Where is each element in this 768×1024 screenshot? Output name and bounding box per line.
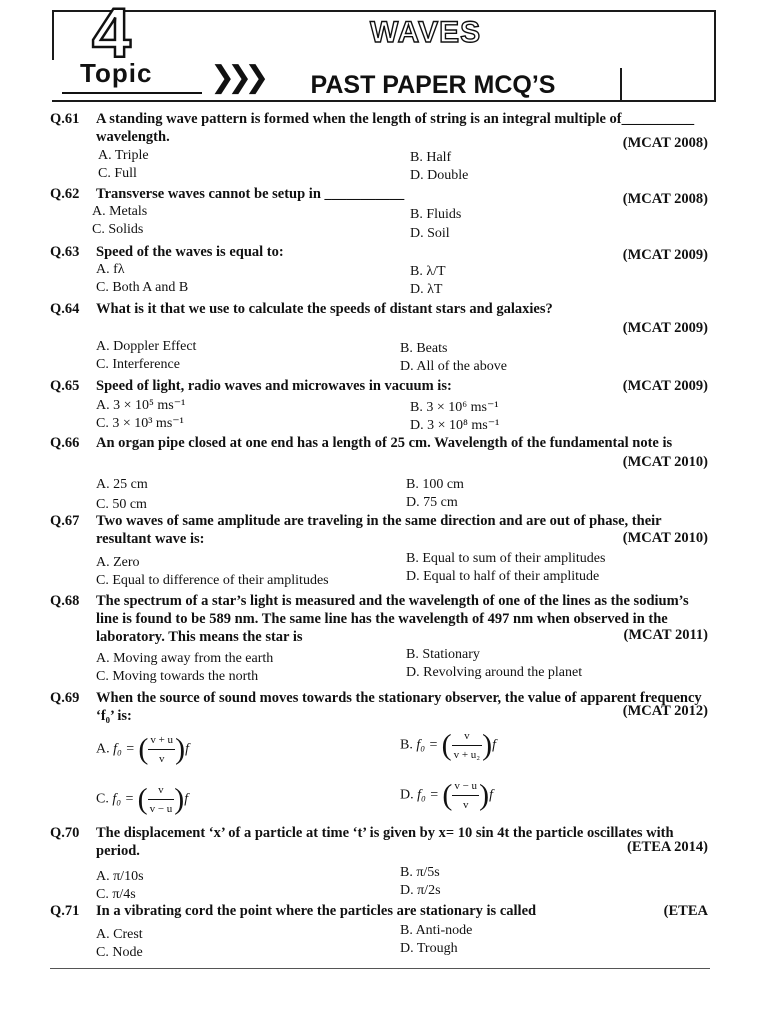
question-number: Q.69	[50, 690, 80, 706]
question-source: (ETEA	[663, 903, 708, 919]
question-64	[50, 300, 710, 376]
question-stem: The spectrum of a star’s light is measured and the wavelength of one of the lines as the sodium’s line is found to be 589 nm. The same line has the wavelength of 497 nm when observed in the laboratory. This means the star is	[96, 593, 689, 645]
question-number: Q.71	[50, 903, 80, 919]
option-a: A. Crest	[96, 927, 143, 942]
question-70	[50, 824, 710, 900]
option-a: A. fλ	[96, 262, 125, 277]
question-source: (MCAT 2011)	[623, 627, 708, 643]
option-c: C. Full	[98, 166, 137, 181]
question-stem: An organ pipe closed at one end has a length of 25 cm. Wavelength of the fundamental note is	[96, 435, 673, 451]
option-b: B. Anti-node	[400, 923, 473, 938]
fraction: $\frac{v + u}{v}$	[148, 731, 175, 768]
question-65	[50, 377, 710, 433]
option-b: B. 100 cm	[406, 477, 464, 492]
topic-label: Topic	[80, 58, 153, 88]
question-source: (MCAT 2010)	[622, 454, 708, 470]
question-66	[50, 434, 710, 512]
question-number: Q.66	[50, 435, 80, 451]
option-d: D. 3 × 10⁸ ms⁻¹	[410, 418, 500, 433]
option-b: B. f₀ = ( $\frac{v}{\text{v + u₂}}$ )f	[400, 727, 496, 764]
option-c: C. 50 cm	[96, 497, 147, 512]
option-c: C. π/4s	[96, 887, 136, 902]
option-c: C. 3 × 10³ ms⁻¹	[96, 416, 184, 431]
question-stem: Speed of light, radio waves and microwaves in vacuum is:	[96, 378, 452, 394]
option-a: A. Metals	[92, 204, 148, 219]
topic-underline	[62, 92, 202, 94]
question-number: Q.63	[50, 244, 80, 260]
option-b: B. Fluids	[410, 207, 462, 222]
past-paper-title: PAST PAPER MCQ’S	[246, 68, 622, 102]
option-c: C. Node	[96, 945, 143, 960]
option-d: D. Revolving around the planet	[406, 665, 583, 680]
option-c: C. Moving towards the north	[96, 669, 259, 684]
option-b: B. Stationary	[406, 647, 480, 662]
option-d: D. Soil	[410, 226, 450, 241]
option-d: D. All of the above	[400, 359, 507, 374]
option-a: A. f₀ = ( $\frac{v + u}{v}$ )f	[96, 731, 189, 768]
option-a: A. 25 cm	[96, 477, 148, 492]
option-d: D. π/2s	[400, 883, 441, 898]
question-source: (MCAT 2009)	[622, 320, 708, 336]
footer-divider	[50, 968, 710, 969]
question-71	[50, 902, 710, 962]
option-d: D. Equal to half of their amplitude	[406, 569, 600, 584]
fraction: $\frac{v}{v - u}$	[148, 781, 175, 818]
fraction: $\frac{v}{\text{v + u₂}}$	[452, 727, 483, 764]
question-number: Q.62	[50, 186, 80, 202]
question-stem: Speed of the waves is equal to:	[96, 244, 284, 260]
question-source: (MCAT 2009)	[622, 378, 708, 394]
option-c: C. Interference	[96, 357, 180, 372]
option-b: B. Equal to sum of their amplitudes	[406, 551, 606, 566]
question-67	[50, 512, 710, 590]
question-63	[50, 243, 710, 299]
question-source: (MCAT 2008)	[622, 135, 708, 151]
question-stem: What is it that we use to calculate the speeds of distant stars and galaxies?	[96, 301, 553, 317]
question-number: Q.64	[50, 301, 80, 317]
question-stem: In a vibrating cord the point where the particles are stationary is called	[96, 903, 537, 919]
option-d: D. λT	[410, 282, 443, 297]
question-stem: A standing wave pattern is formed when the length of string is an integral multiple of__________ wavelength.	[96, 111, 695, 145]
question-69	[50, 689, 710, 823]
header-frame-left	[52, 10, 54, 60]
option-a: A. π/10s	[96, 869, 144, 884]
option-d: D. Double	[410, 168, 469, 183]
option-c: C. Solids	[92, 222, 144, 237]
option-d: D. f₀ = ( $\frac{v - u}{v}$ )f	[400, 777, 493, 814]
question-62	[50, 185, 710, 241]
question-stem: Transverse waves cannot be setup in ___________	[96, 186, 405, 202]
question-source: (MCAT 2009)	[622, 247, 708, 263]
option-c: C. f₀ = ( $\frac{v}{v - u}$ )f	[96, 781, 188, 818]
option-b: B. Beats	[400, 341, 448, 356]
option-a: A. Zero	[96, 555, 140, 570]
option-a: A. Doppler Effect	[96, 339, 197, 354]
question-stem: Two waves of same amplitude are traveling in the same direction and are out of phase, their resultant wave is:	[96, 513, 662, 547]
question-61	[50, 110, 710, 183]
option-a: A. Triple	[98, 148, 149, 163]
option-b: B. λ/T	[410, 264, 446, 279]
option-d: D. Trough	[400, 941, 458, 956]
question-stem: When the source of sound moves towards the stationary observer, the value of apparent frequency ‘f₀’ is:	[96, 690, 702, 724]
option-a: A. Moving away from the earth	[96, 651, 274, 666]
question-number: Q.61	[50, 111, 80, 127]
question-number: Q.65	[50, 378, 80, 394]
option-d: D. 75 cm	[406, 495, 458, 510]
question-number: Q.70	[50, 825, 80, 841]
question-source: (MCAT 2008)	[622, 191, 708, 207]
option-c: C. Equal to difference of their amplitudes	[96, 573, 329, 588]
question-stem: The displacement ‘x’ of a particle at time ‘t’ is given by x= 10 sin 4t the particle oscillates with period.	[96, 825, 674, 859]
question-number: Q.67	[50, 513, 80, 529]
option-b: B. Half	[410, 150, 452, 165]
option-a: A. 3 × 10⁵ ms⁻¹	[96, 398, 186, 413]
option-b: B. π/5s	[400, 865, 440, 880]
question-source: (ETEA 2014)	[627, 839, 708, 855]
option-c: C. Both A and B	[96, 280, 189, 295]
option-b: B. 3 × 10⁶ ms⁻¹	[410, 400, 499, 415]
chevron-arrows-icon: ❯❯❯	[210, 60, 262, 95]
question-68	[50, 592, 710, 688]
chapter-title: WAVES	[370, 16, 482, 49]
question-source: (MCAT 2012)	[622, 703, 708, 719]
fraction: $\frac{v - u}{v}$	[452, 777, 479, 814]
topic-number: 4	[92, 0, 131, 72]
question-number: Q.68	[50, 593, 80, 609]
question-source: (MCAT 2010)	[622, 530, 708, 546]
